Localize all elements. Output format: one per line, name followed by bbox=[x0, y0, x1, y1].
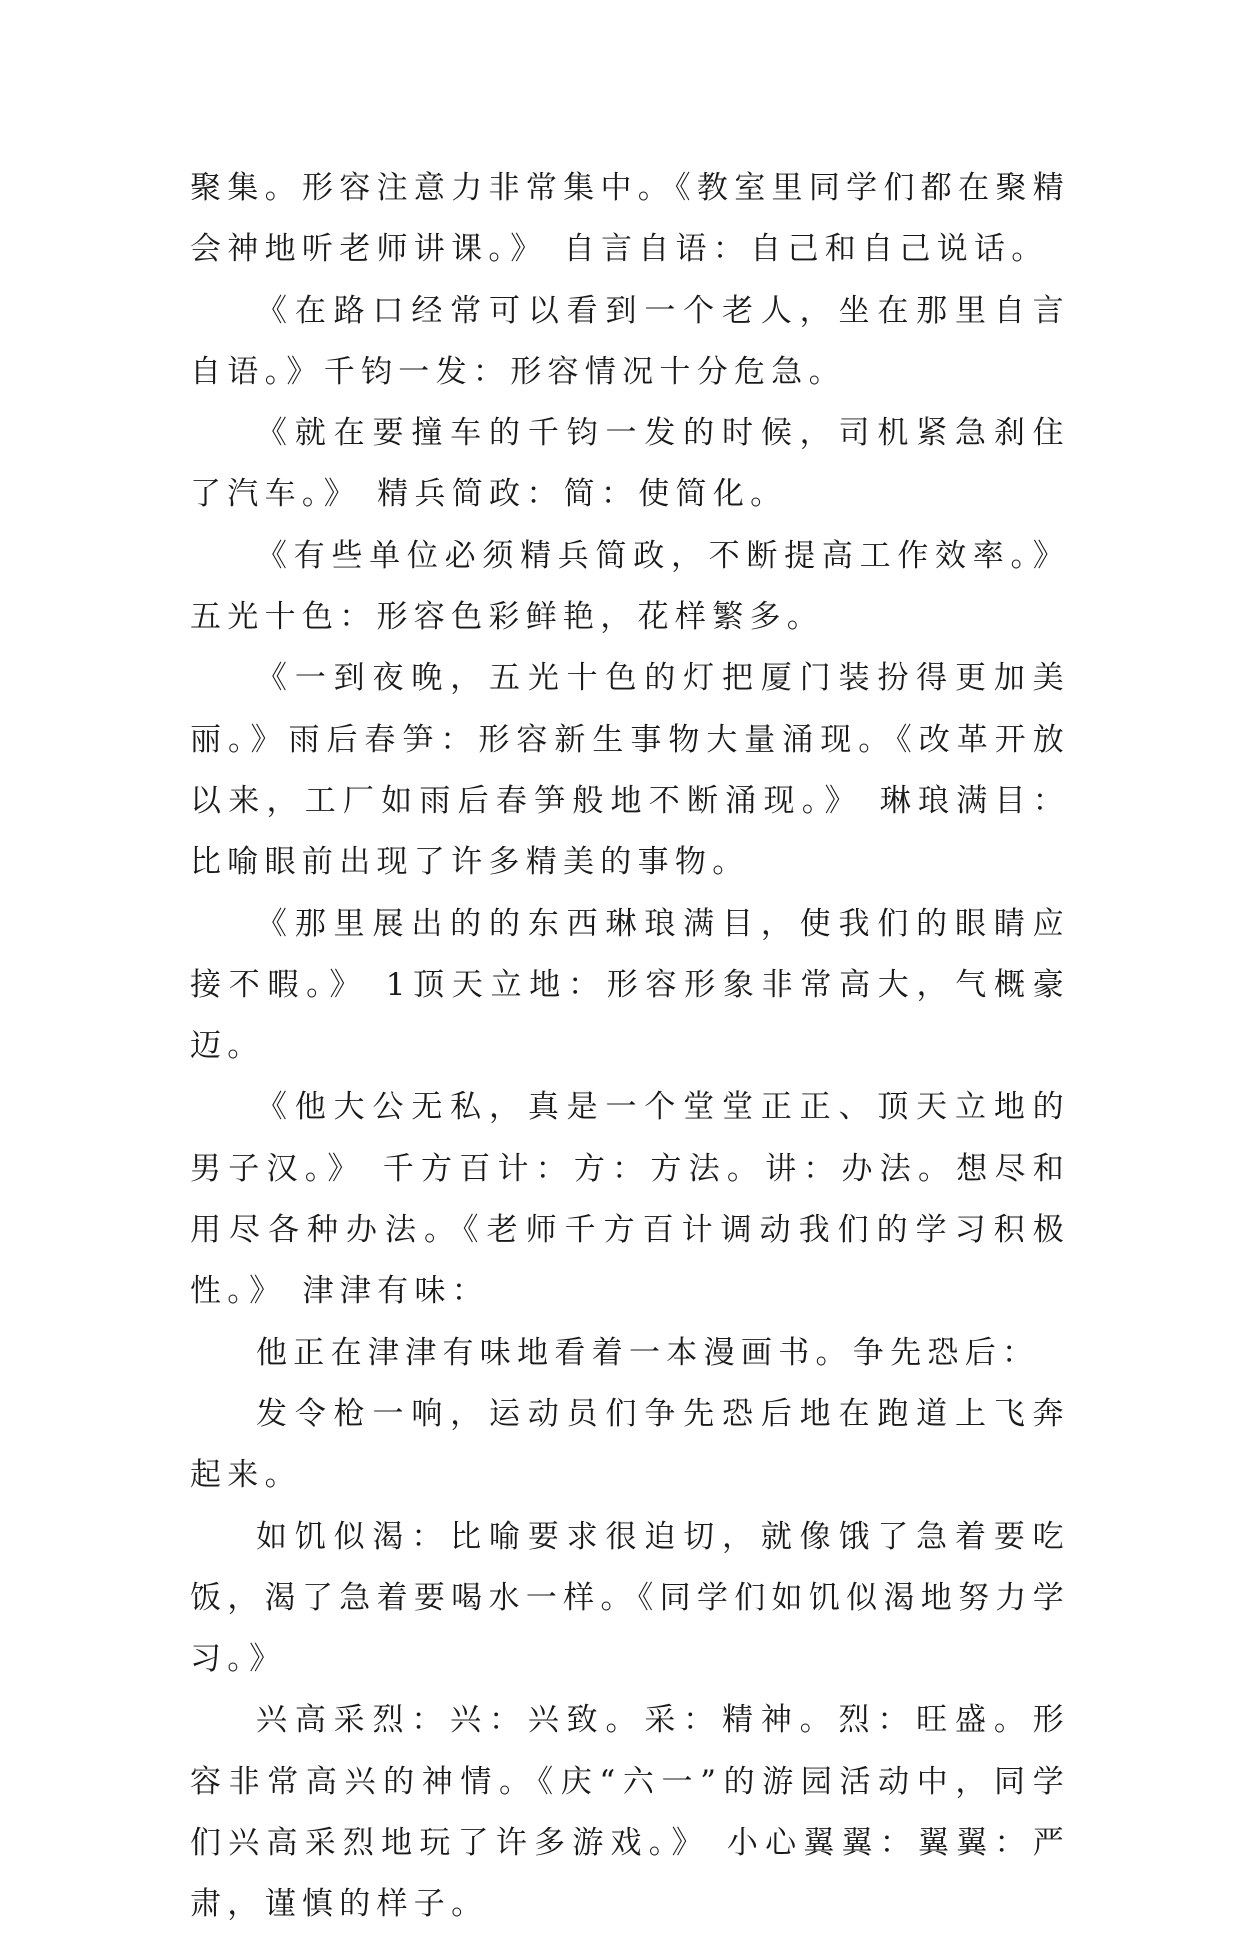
paragraph-8: 他正在津津有味地看着一本漫画书。争先恐后： bbox=[256, 1334, 1040, 1371]
document-page bbox=[190, 158, 1070, 1936]
paragraph-6: 《那里展出的的东西琳琅满目，使我们的眼睛应接不暇。》 1顶天立地：形容形象非常高大，气概豪迈。 bbox=[190, 905, 1070, 1065]
paragraph-3: 《就在要撞车的千钧一发的时候，司机紧急刹住了汽车。》 精兵简政：简：使简化。 bbox=[190, 415, 1070, 513]
paragraph-11: 兴高采烈：兴：兴致。采：精神。烈：旺盛。形容非常高兴的神情。《庆“六一”的游园活动中，同学们兴高采烈地玩了许多游戏。》 小心翼翼：翼翼：严肃，谨慎的样子。 bbox=[190, 1702, 1070, 1923]
paragraph-9: 发令枪一响，运动员们争先恐后地在跑道上飞奔起来。 bbox=[190, 1395, 1070, 1494]
paragraph-7: 《他大公无私，真是一个堂堂正正、顶天立地的男子汉。》 千方百计：方：方法。讲：办法。想尽和用尽各种办法。《老师千方百计调动我们的学习积极性。》 津津有味： bbox=[190, 1089, 1070, 1310]
paragraph-1: 聚集。形容注意力非常集中。《教室里同学们都在聚精会神地听老师讲课。》 自言自语：自己和自己说话。 bbox=[190, 170, 1070, 268]
paragraph-5: 《一到夜晚，五光十色的灯把厦门装扮得更加美丽。》雨后春笋：形容新生事物大量涌现。《改革开放以来，工厂如雨后春笋般地不断涌现。》 琳琅满目：比喻眼前出现了许多精美的事物。 bbox=[190, 660, 1070, 881]
paragraph-10: 如饥似渴：比喻要求很迫切，就像饿了急着要吃饭，渴了急着要喝水一样。《同学们如饥似渴地努力学习。》 bbox=[190, 1518, 1070, 1678]
paragraph-2: 《在路口经常可以看到一个老人，坐在那里自言自语。》千钧一发：形容情况十分危急。 bbox=[190, 292, 1070, 390]
paragraph-4: 《有些单位必须精兵简政，不断提高工作效率。》 五光十色：形容色彩鲜艳，花样繁多。 bbox=[190, 537, 1070, 636]
